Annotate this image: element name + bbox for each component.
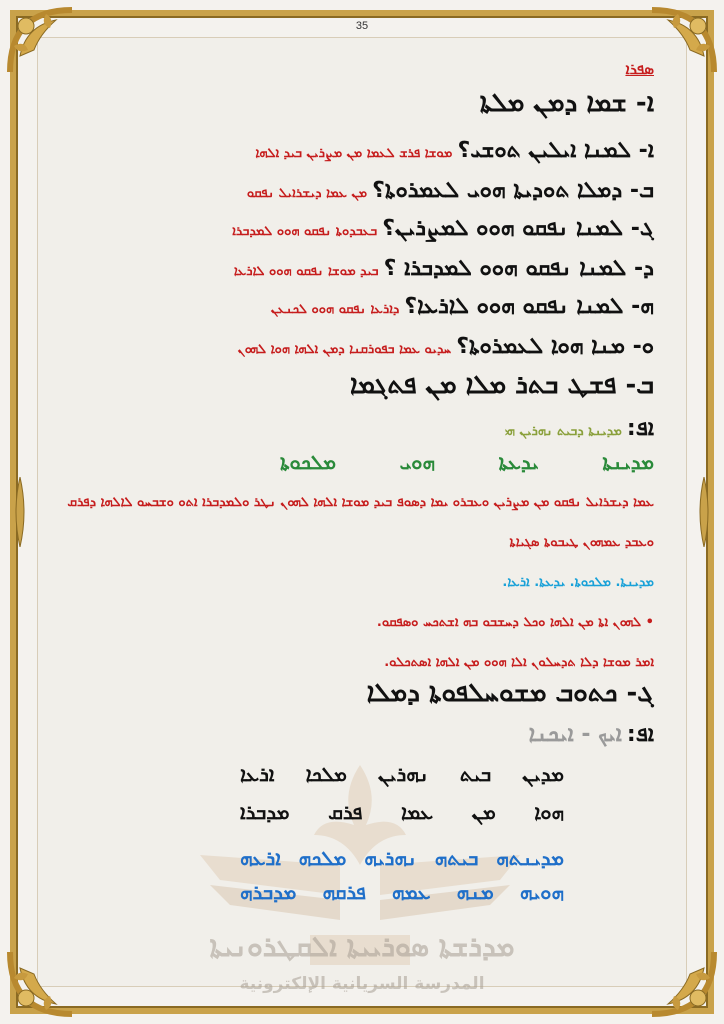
corner-ornament-icon xyxy=(6,6,76,76)
question-row xyxy=(70,256,654,281)
exercise-heading: ܣܦܪܐ xyxy=(625,60,654,78)
section3-title: ܓ- ܟܬܘܒ ܡܫܘܚܠܦܘܬܐ ܕܡܠܐ xyxy=(366,678,654,708)
grid-word: ܦܪܩ xyxy=(328,800,363,824)
grid-word: ܡܠܟܐ xyxy=(305,762,347,786)
word-item: ܝܕܥܬܐ xyxy=(498,450,539,474)
grid-word: ܡܢ xyxy=(471,800,496,824)
answer-text: ܡܢ ܥܡܐ ܕܝܫܪܐܝܠ ܢܦܩܘ xyxy=(246,186,368,201)
grid-word: ܥܡܐ xyxy=(401,800,434,824)
grid-word: ܡܕܝܢܬܗ xyxy=(496,846,564,870)
word-list xyxy=(280,450,654,474)
watermark-arabic-text: المدرسة السريانية الإلكترونية xyxy=(239,974,485,994)
answer-paragraph: ܥܡܐ ܕܝܫܪܐܝܠ ܢܦܩܘ ܡܢ ܡܨܪܝܢ ܘܥܒܪܘ ܝܡܐ ܕܣܘܦ ܒܝܕ ܡܘܫܐ ܐܠܗܐ ܠܗܘܢ ܢܛܪ ܘܠܡܕܒܪܐ ܐܬܘ ܘܫܒܚܘ ܠܐܠܗܐ ܕܦܪܩ xyxy=(67,495,654,510)
question-row xyxy=(70,216,654,241)
answer-text: ܒܝܕ ܡܘܫܐ ܢܦܩܘ ܗܘܘ ܠܐܪܥܐ xyxy=(233,264,379,279)
question-text: ܕ- ܠܡܢܐ ܢܦܩܘ ܗܘܘ ܠܡܕܒܪܐ ؟ xyxy=(383,256,654,281)
watermark-syriac-text: ܡܕܪܫܬܐ ܣܘܪܝܝܬܐ ܐܠܩܛܪܘܢܝܬܐ xyxy=(209,930,515,963)
question-text: ܐ- ܠܡܢܐ ܐܝܠܝܢ ܬܘܫܝ؟ xyxy=(457,138,654,163)
answer-paragraph: ܐܡܪ ܡܘܫܐ ܕܠܐ ܬܕܚܠܘܢ ܐܠܐ ܗܘܘ ܡܢ ܐܠܗܐ ܐܣܬܟܠܘ. xyxy=(384,655,654,670)
grid-word: ܦܪܩܗ xyxy=(322,880,366,904)
grid-word: ܡܕܒܪܐ xyxy=(240,800,290,824)
example-text: ܐܝܟ - ܐܝܟܢܐ xyxy=(528,722,622,747)
grid-word: ܗܘܐ xyxy=(534,800,564,824)
question-row xyxy=(70,294,654,319)
word-item: ܡܕܝܢܬܐ xyxy=(602,450,654,474)
section2-title: ܒ- ܦܫܛ ܒܬܪ ܡܠܐ ܡܢ ܦܬܓܡܐ xyxy=(349,370,654,400)
grid-word: ܗܘܝܗ xyxy=(519,880,564,904)
grid-word: ܢܗܪܝܢ xyxy=(378,762,429,786)
example-text: ܡܕܝܢܬܐ ܕܒܝܬ ܢܗܪܝܢ ܗܝ xyxy=(505,424,622,439)
question-row xyxy=(70,138,654,163)
question-text: ܘ- ܡܢܐ ܗܘܐ ܠܥܡܪܘܬܐ؟ xyxy=(456,334,654,359)
question-row xyxy=(70,334,654,359)
grid-word: ܡܕܝܢ xyxy=(522,762,564,786)
question-text: ܓ- ܠܡܢܐ ܢܦܩܘ ܗܘܘ ܠܡܨܪܝܢ؟ xyxy=(382,216,654,241)
grid-word: ܡܕܒܪܗ xyxy=(240,880,297,904)
answer-text: ܒܥܒܕܘܬܐ ܢܦܩܘ ܗܘܘ ܠܡܕܒܪܐ xyxy=(232,224,378,239)
grid-word: ܒܝܬ xyxy=(459,762,492,786)
corner-ornament-icon xyxy=(648,6,718,76)
example-label: ܐܦ: xyxy=(626,722,654,747)
side-ornament-icon xyxy=(696,477,712,547)
answer-paragraph: • ܠܗܘܢ ܐܬܐ ܡܢ ܐܠܗܐ ܘܟܠ ܕܚܫܒܘ ܒܗ ܐܫܬܟܚ ܘܣܦܩܘ. xyxy=(376,615,654,630)
side-ornament-icon xyxy=(12,477,28,547)
question-row xyxy=(70,178,654,203)
word-grid-row xyxy=(240,800,564,824)
word-item: ܗܘܝ xyxy=(399,450,435,474)
grid-word: ܐܪܥܗ xyxy=(240,846,281,870)
question-text: ܒ- ܕܡܠܐ ܬܘܕܝܬܐ ܗܘܝ ܠܥܡܪܘܬܐ؟ xyxy=(372,178,654,203)
page-number: 35 xyxy=(355,20,369,32)
word-grid-row xyxy=(240,762,564,786)
answer-word-list: ܡܕܝܢܬܐ. ܡܠܟܘܬܐ. ܝܕܥܬܐ. ܐܪܥܐ. xyxy=(502,575,654,590)
example-row xyxy=(70,722,654,747)
question-text: ܗ- ܠܡܢܐ ܢܦܩܘ ܗܘܘ ܠܐܪܥܐ؟ xyxy=(404,294,654,319)
grid-word: ܢܗܪܝܗ xyxy=(364,846,417,870)
example-row xyxy=(70,416,654,441)
example-label: ܐܦ: xyxy=(626,416,654,441)
grid-word: ܒܝܬܗ xyxy=(434,846,479,870)
grid-word: ܡܢܗ xyxy=(456,880,494,904)
answer-text: ܚܕܝܘ ܥܡܐ ܒܦܘܪܩܢܐ ܕܡܢ ܐܠܗܐ ܗܘܐ ܠܗܘܢ xyxy=(237,342,452,357)
answer-text: ܡܘܫܐ ܦܪܫ ܠܥܡܐ ܡܢ ܡܨܪܝܢ ܒܝܕ ܐܠܗܐ xyxy=(255,146,453,161)
grid-word: ܥܡܗ xyxy=(391,880,431,904)
word-grid-row xyxy=(240,846,564,870)
grid-word: ܡܠܟܗ xyxy=(298,846,347,870)
grid-word: ܐܪܥܐ xyxy=(240,762,275,786)
word-item: ܡܠܟܘܬܐ xyxy=(280,450,336,474)
answer-paragraph: ܘܥܒܕ ܥܡܗܘܢ ܛܝܒܘܬܐ ܣܓܝܐܬܐ xyxy=(509,535,654,550)
word-grid-row xyxy=(240,880,564,904)
section1-title: ܐ- ܫܡܐ ܕܡܢ ܡܠܬܐ xyxy=(479,88,654,118)
answer-text: ܕܐܪܥܐ ܢܦܩܘ ܗܘܘ ܠܟܢܥܢ xyxy=(270,302,400,317)
